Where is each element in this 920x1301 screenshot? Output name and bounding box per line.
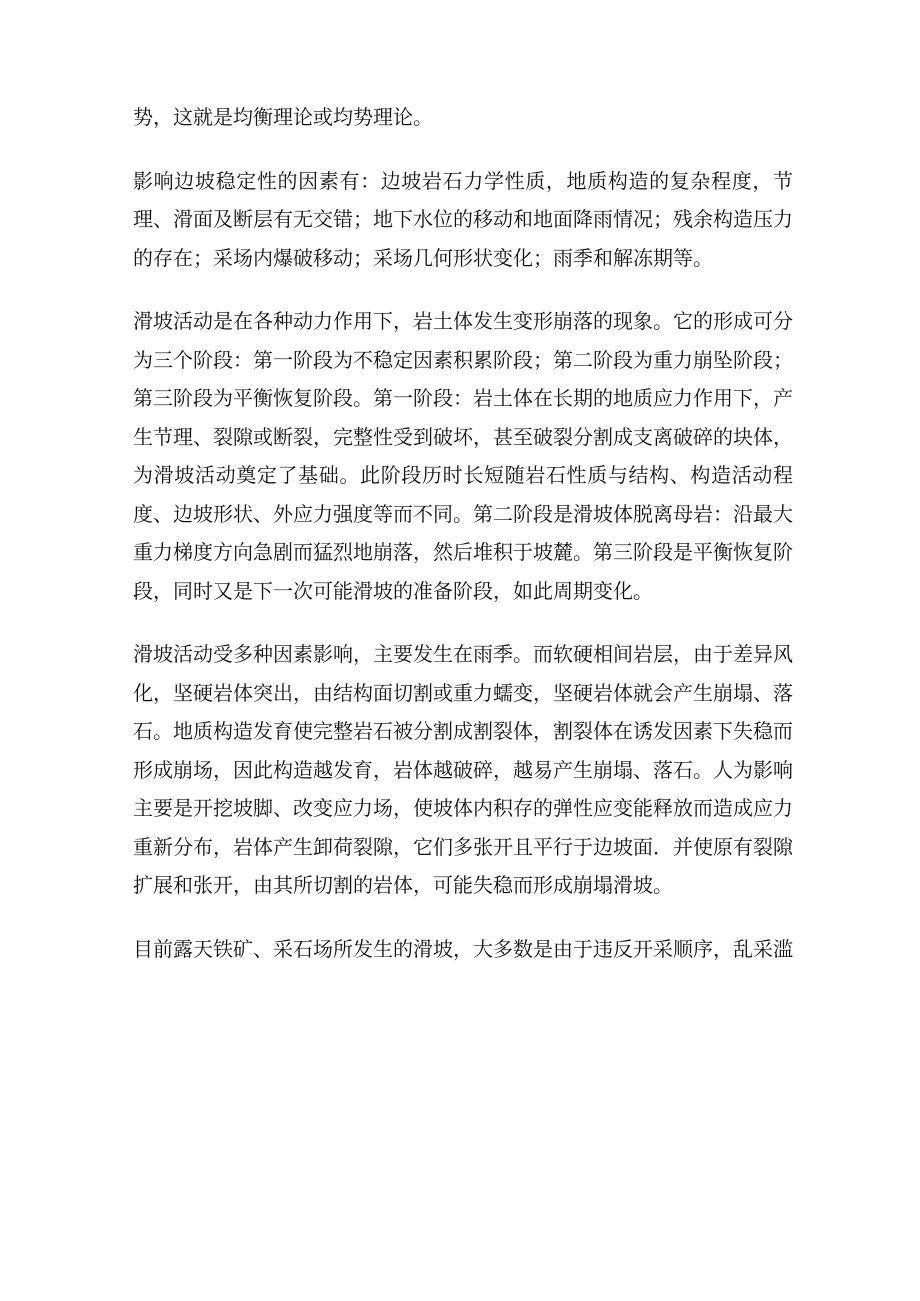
- paragraph-3: 滑坡活动是在各种动力作用下，岩土体发生变形崩落的现象。它的形成可分为三个阶段：第一阶段为不稳定因素积累阶段；第二阶段为重力崩坠阶段；第三阶段为平衡恢复阶段。第一阶段：岩土体在长期的地质应力作用下，产生节理、裂隙或断裂，完整性受到破坏，甚至破裂分割成支离破碎的块体，为滑坡活动奠定了基础。此阶段历时长短随岩石性质与结构、构造活动程度、边坡形状、外应力强度等而不同。第二阶段是滑坡体脱离母岩：沿最大重力梯度方向急剧而猛烈地崩落，然后堆积于坡麓。第三阶段是平衡恢复阶段，同时又是下一次可能滑坡的准备阶段，如此周期变化。: [133, 309, 793, 603]
- paragraph-2: 影响边坡稳定性的因素有：边坡岩石力学性质，地质构造的复杂程度，节理、滑面及断层有无交错；地下水位的移动和地面降雨情况；残余构造压力的存在；采场内爆破移动；采场几何形状变化；雨季和解冻期等。: [133, 168, 793, 270]
- paragraph-4: 滑坡活动受多种因素影响，主要发生在雨季。而软硬相间岩层，由于差异风化，坚硬岩体突出，由结构面切割或重力蠕变，坚硬岩体就会产生崩塌、落石。地质构造发育使完整岩石被分割成割裂体，割裂体在诱发因素下失稳而形成崩场，因此构造越发育，岩体越破碎，越易产生崩塌、落石。人为影响主要是开挖坡脚、改变应力场，使坡体内积存的弹性应变能释放而造成应力重新分布，岩体产生卸荷裂隙，它们多张开且平行于边坡面．并使原有裂隙扩展和张开，由其所切割的岩体，可能失稳而形成崩塌滑坡。: [133, 642, 793, 897]
- paragraph-5: 目前露天铁矿、采石场所发生的滑坡，大多数是由于违反开采顺序，乱采滥: [133, 936, 793, 961]
- document-body: [133, 98, 793, 993]
- paragraph-1: 势，这就是均衡理论或均势理论。: [133, 105, 433, 129]
